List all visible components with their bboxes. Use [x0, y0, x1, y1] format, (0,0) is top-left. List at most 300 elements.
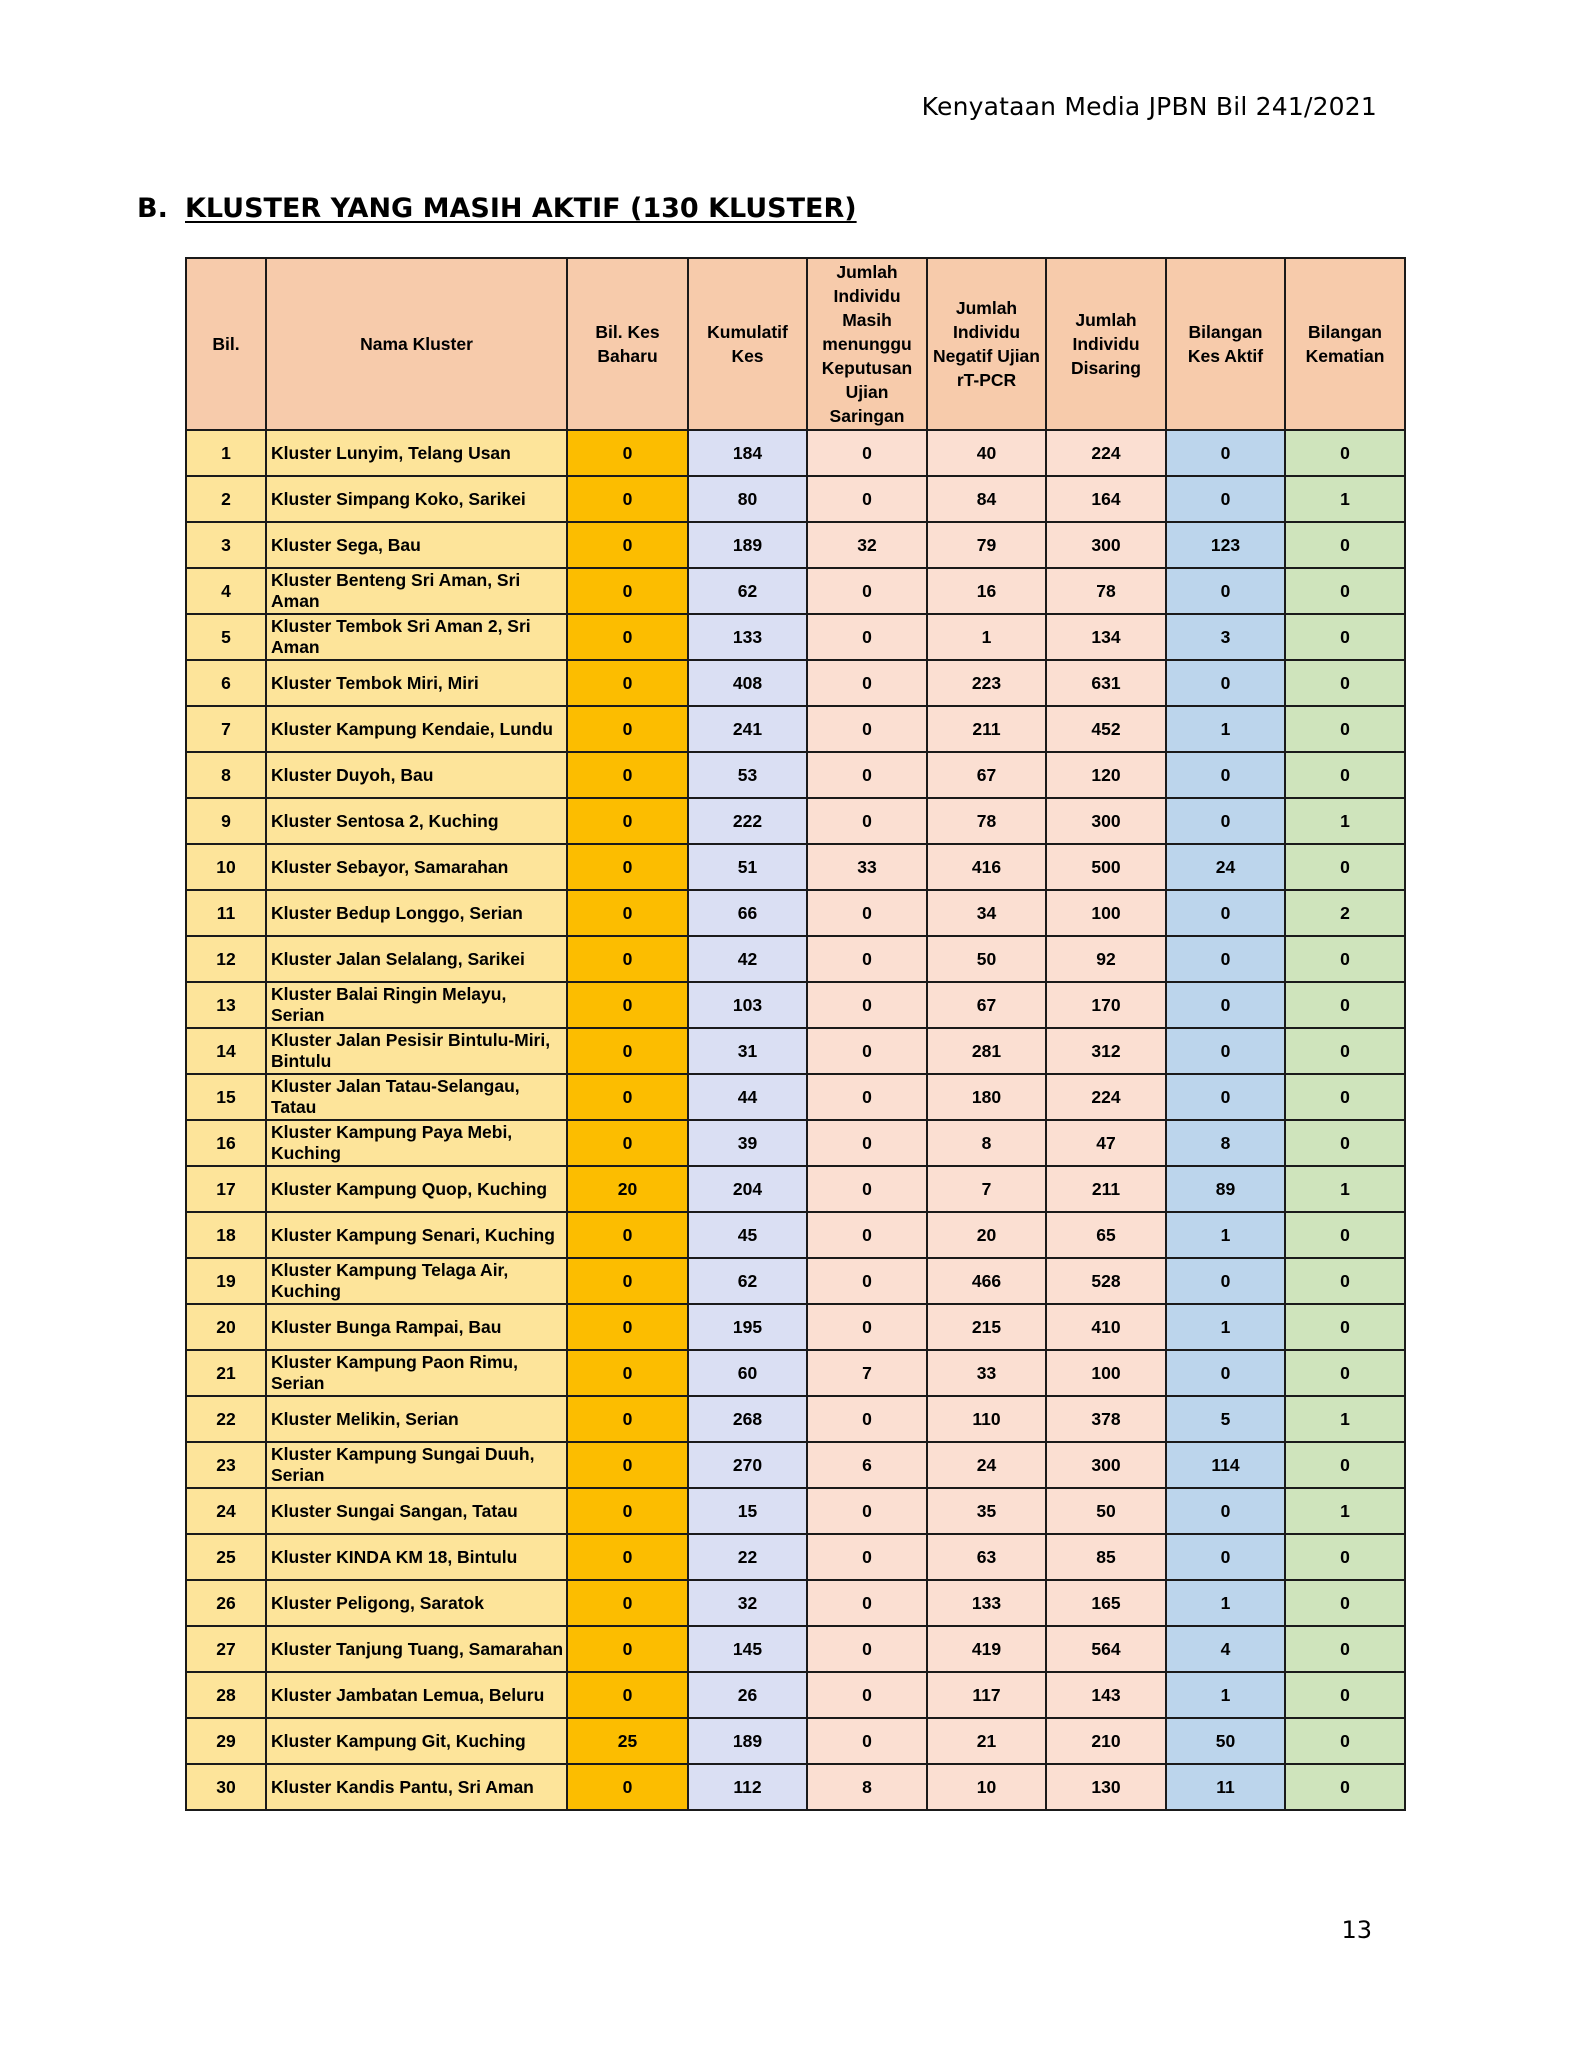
cell-bil: 27	[186, 1626, 266, 1672]
cell-negatif-rt-pcr: 34	[927, 890, 1046, 936]
cell-kumulatif: 51	[688, 844, 807, 890]
cell-nama-kluster: Kluster Kampung Quop, Kuching	[266, 1166, 567, 1212]
cell-disaring: 631	[1046, 660, 1166, 706]
table-row	[186, 1304, 1405, 1350]
cell-kes-aktif: 0	[1166, 1350, 1285, 1396]
cell-negatif-rt-pcr: 7	[927, 1166, 1046, 1212]
cell-kumulatif: 103	[688, 982, 807, 1028]
cell-nama-kluster: Kluster Jalan Selalang, Sarikei	[266, 936, 567, 982]
cell-kes-aktif: 1	[1166, 706, 1285, 752]
cell-kumulatif: 44	[688, 1074, 807, 1120]
cell-negatif-rt-pcr: 79	[927, 522, 1046, 568]
cell-kes-aktif: 24	[1166, 844, 1285, 890]
cell-nama-kluster: Kluster Kampung Paon Rimu, Serian	[266, 1350, 567, 1396]
cell-disaring: 500	[1046, 844, 1166, 890]
cell-menunggu-keputusan: 32	[807, 522, 927, 568]
cell-kes-baharu: 0	[567, 614, 688, 660]
cell-kumulatif: 241	[688, 706, 807, 752]
cell-nama-kluster: Kluster Kampung Kendaie, Lundu	[266, 706, 567, 752]
cell-kes-aktif: 0	[1166, 476, 1285, 522]
cell-kes-aktif: 0	[1166, 890, 1285, 936]
cell-kes-aktif: 1	[1166, 1304, 1285, 1350]
cell-bil: 5	[186, 614, 266, 660]
cell-kes-baharu: 0	[567, 1580, 688, 1626]
cell-disaring: 120	[1046, 752, 1166, 798]
cell-menunggu-keputusan: 0	[807, 1488, 927, 1534]
cell-kematian: 0	[1285, 1718, 1405, 1764]
cell-kes-baharu: 0	[567, 568, 688, 614]
cell-kes-aktif: 5	[1166, 1396, 1285, 1442]
cell-menunggu-keputusan: 0	[807, 1074, 927, 1120]
section-heading	[137, 193, 857, 224]
cell-disaring: 312	[1046, 1028, 1166, 1074]
cell-menunggu-keputusan: 0	[807, 982, 927, 1028]
cell-kes-aktif: 50	[1166, 1718, 1285, 1764]
cell-bil: 6	[186, 660, 266, 706]
cell-menunggu-keputusan: 0	[807, 430, 927, 476]
table-row	[186, 890, 1405, 936]
cell-negatif-rt-pcr: 24	[927, 1442, 1046, 1488]
cell-kes-baharu: 0	[567, 1028, 688, 1074]
cell-negatif-rt-pcr: 180	[927, 1074, 1046, 1120]
cell-negatif-rt-pcr: 20	[927, 1212, 1046, 1258]
cell-kematian: 1	[1285, 798, 1405, 844]
cell-kumulatif: 31	[688, 1028, 807, 1074]
cell-kumulatif: 39	[688, 1120, 807, 1166]
cell-kumulatif: 62	[688, 1258, 807, 1304]
cell-bil: 16	[186, 1120, 266, 1166]
table-row	[186, 430, 1405, 476]
cell-negatif-rt-pcr: 10	[927, 1764, 1046, 1810]
cell-kes-aktif: 114	[1166, 1442, 1285, 1488]
cell-kes-baharu: 0	[567, 936, 688, 982]
cell-kes-aktif: 89	[1166, 1166, 1285, 1212]
column-header-disaring: Jumlah Individu Disaring	[1046, 258, 1166, 430]
cell-kes-baharu: 0	[567, 1350, 688, 1396]
cell-negatif-rt-pcr: 117	[927, 1672, 1046, 1718]
cell-menunggu-keputusan: 0	[807, 1028, 927, 1074]
cell-disaring: 78	[1046, 568, 1166, 614]
cell-kes-baharu: 0	[567, 522, 688, 568]
cell-kes-aktif: 0	[1166, 752, 1285, 798]
cell-kes-aktif: 0	[1166, 430, 1285, 476]
cell-disaring: 50	[1046, 1488, 1166, 1534]
cell-kematian: 0	[1285, 1212, 1405, 1258]
cell-kematian: 0	[1285, 936, 1405, 982]
cell-menunggu-keputusan: 8	[807, 1764, 927, 1810]
table-row	[186, 1258, 1405, 1304]
table-row	[186, 936, 1405, 982]
cell-kumulatif: 270	[688, 1442, 807, 1488]
cell-disaring: 300	[1046, 1442, 1166, 1488]
table-header-row	[186, 258, 1405, 430]
cell-bil: 24	[186, 1488, 266, 1534]
cell-kes-aktif: 3	[1166, 614, 1285, 660]
cell-kumulatif: 22	[688, 1534, 807, 1580]
cell-menunggu-keputusan: 6	[807, 1442, 927, 1488]
cell-kumulatif: 80	[688, 476, 807, 522]
cell-bil: 15	[186, 1074, 266, 1120]
cell-nama-kluster: Kluster Sebayor, Samarahan	[266, 844, 567, 890]
cell-kes-baharu: 0	[567, 706, 688, 752]
cell-negatif-rt-pcr: 67	[927, 982, 1046, 1028]
cell-menunggu-keputusan: 0	[807, 614, 927, 660]
cell-kes-baharu: 0	[567, 1672, 688, 1718]
cell-kes-baharu: 0	[567, 660, 688, 706]
cell-kematian: 0	[1285, 1074, 1405, 1120]
cell-nama-kluster: Kluster Bedup Longgo, Serian	[266, 890, 567, 936]
cell-disaring: 164	[1046, 476, 1166, 522]
table-row	[186, 982, 1405, 1028]
cell-kes-baharu: 0	[567, 1488, 688, 1534]
cell-kes-aktif: 0	[1166, 798, 1285, 844]
cell-kumulatif: 408	[688, 660, 807, 706]
cell-negatif-rt-pcr: 416	[927, 844, 1046, 890]
cell-disaring: 47	[1046, 1120, 1166, 1166]
cell-kes-baharu: 0	[567, 752, 688, 798]
cell-kes-aktif: 0	[1166, 1488, 1285, 1534]
cell-negatif-rt-pcr: 211	[927, 706, 1046, 752]
cell-menunggu-keputusan: 33	[807, 844, 927, 890]
table-row	[186, 1718, 1405, 1764]
cell-kumulatif: 15	[688, 1488, 807, 1534]
cell-negatif-rt-pcr: 1	[927, 614, 1046, 660]
cell-kes-aktif: 0	[1166, 982, 1285, 1028]
cell-kumulatif: 66	[688, 890, 807, 936]
cell-menunggu-keputusan: 0	[807, 1396, 927, 1442]
cell-kes-baharu: 0	[567, 1442, 688, 1488]
cell-negatif-rt-pcr: 223	[927, 660, 1046, 706]
cell-bil: 3	[186, 522, 266, 568]
table-row	[186, 568, 1405, 614]
cell-negatif-rt-pcr: 133	[927, 1580, 1046, 1626]
column-header-nama-kluster: Nama Kluster	[266, 258, 567, 430]
cell-kumulatif: 62	[688, 568, 807, 614]
cell-nama-kluster: Kluster Jalan Pesisir Bintulu-Miri, Bintulu	[266, 1028, 567, 1074]
cell-kes-baharu: 0	[567, 890, 688, 936]
table-row	[186, 1028, 1405, 1074]
cell-kematian: 0	[1285, 1304, 1405, 1350]
cell-negatif-rt-pcr: 110	[927, 1396, 1046, 1442]
cell-bil: 7	[186, 706, 266, 752]
table-row	[186, 1350, 1405, 1396]
cell-kematian: 0	[1285, 1258, 1405, 1304]
cell-bil: 22	[186, 1396, 266, 1442]
cell-kematian: 0	[1285, 1672, 1405, 1718]
cell-bil: 28	[186, 1672, 266, 1718]
cell-kematian: 1	[1285, 1488, 1405, 1534]
table-row	[186, 752, 1405, 798]
cell-bil: 1	[186, 430, 266, 476]
cell-bil: 10	[186, 844, 266, 890]
cell-kematian: 1	[1285, 1166, 1405, 1212]
column-header-kes-aktif: Bilangan Kes Aktif	[1166, 258, 1285, 430]
cell-bil: 18	[186, 1212, 266, 1258]
table-row	[186, 1120, 1405, 1166]
cell-negatif-rt-pcr: 33	[927, 1350, 1046, 1396]
cell-kumulatif: 60	[688, 1350, 807, 1396]
table-row	[186, 1212, 1405, 1258]
cell-kumulatif: 268	[688, 1396, 807, 1442]
cell-kematian: 0	[1285, 844, 1405, 890]
cell-bil: 4	[186, 568, 266, 614]
cell-menunggu-keputusan: 0	[807, 1626, 927, 1672]
cell-bil: 9	[186, 798, 266, 844]
cell-bil: 8	[186, 752, 266, 798]
cell-kematian: 1	[1285, 476, 1405, 522]
cell-kematian: 0	[1285, 522, 1405, 568]
cell-nama-kluster: Kluster Jalan Tatau-Selangau, Tatau	[266, 1074, 567, 1120]
cell-disaring: 165	[1046, 1580, 1166, 1626]
table-row	[186, 522, 1405, 568]
cell-kematian: 0	[1285, 1580, 1405, 1626]
cell-kumulatif: 32	[688, 1580, 807, 1626]
cell-nama-kluster: Kluster Jambatan Lemua, Beluru	[266, 1672, 567, 1718]
cell-nama-kluster: Kluster Kampung Telaga Air, Kuching	[266, 1258, 567, 1304]
cell-kumulatif: 222	[688, 798, 807, 844]
table-row	[186, 1396, 1405, 1442]
cell-disaring: 211	[1046, 1166, 1166, 1212]
cell-menunggu-keputusan: 0	[807, 568, 927, 614]
cell-bil: 12	[186, 936, 266, 982]
cell-bil: 11	[186, 890, 266, 936]
table-row	[186, 1534, 1405, 1580]
cell-bil: 21	[186, 1350, 266, 1396]
cell-disaring: 210	[1046, 1718, 1166, 1764]
cell-menunggu-keputusan: 0	[807, 752, 927, 798]
cell-menunggu-keputusan: 0	[807, 476, 927, 522]
cell-nama-kluster: Kluster Kampung Sungai Duuh, Serian	[266, 1442, 567, 1488]
cell-kematian: 2	[1285, 890, 1405, 936]
cell-kematian: 0	[1285, 660, 1405, 706]
cell-menunggu-keputusan: 0	[807, 1672, 927, 1718]
table-row	[186, 1764, 1405, 1810]
cell-negatif-rt-pcr: 281	[927, 1028, 1046, 1074]
cell-kumulatif: 112	[688, 1764, 807, 1810]
cell-kes-baharu: 20	[567, 1166, 688, 1212]
cell-nama-kluster: Kluster Tanjung Tuang, Samarahan	[266, 1626, 567, 1672]
cell-kumulatif: 189	[688, 1718, 807, 1764]
cell-kes-aktif: 11	[1166, 1764, 1285, 1810]
table-row	[186, 1488, 1405, 1534]
cell-kematian: 0	[1285, 1764, 1405, 1810]
cell-kes-baharu: 0	[567, 1534, 688, 1580]
cell-kematian: 0	[1285, 1534, 1405, 1580]
cell-kes-aktif: 0	[1166, 1258, 1285, 1304]
table-row	[186, 1626, 1405, 1672]
cell-kumulatif: 145	[688, 1626, 807, 1672]
table-row	[186, 476, 1405, 522]
cell-kumulatif: 204	[688, 1166, 807, 1212]
cell-disaring: 528	[1046, 1258, 1166, 1304]
cell-menunggu-keputusan: 0	[807, 936, 927, 982]
page-number: 13	[1341, 1916, 1372, 1944]
cell-kes-baharu: 0	[567, 1396, 688, 1442]
cell-kes-aktif: 0	[1166, 936, 1285, 982]
table-row	[186, 1580, 1405, 1626]
cell-kematian: 0	[1285, 430, 1405, 476]
media-statement-reference: Kenyataan Media JPBN Bil 241/2021	[921, 92, 1377, 121]
cell-bil: 20	[186, 1304, 266, 1350]
cell-menunggu-keputusan: 0	[807, 1304, 927, 1350]
cell-kematian: 0	[1285, 1120, 1405, 1166]
cell-kematian: 0	[1285, 1442, 1405, 1488]
cell-menunggu-keputusan: 0	[807, 1212, 927, 1258]
cell-negatif-rt-pcr: 50	[927, 936, 1046, 982]
cell-menunggu-keputusan: 0	[807, 1534, 927, 1580]
cell-disaring: 92	[1046, 936, 1166, 982]
cell-bil: 13	[186, 982, 266, 1028]
cell-disaring: 224	[1046, 1074, 1166, 1120]
cell-kematian: 0	[1285, 568, 1405, 614]
section-letter: B.	[137, 193, 168, 224]
cell-bil: 26	[186, 1580, 266, 1626]
cell-kematian: 0	[1285, 614, 1405, 660]
cell-kematian: 0	[1285, 752, 1405, 798]
table-row	[186, 706, 1405, 752]
cell-negatif-rt-pcr: 466	[927, 1258, 1046, 1304]
cell-kes-baharu: 0	[567, 1626, 688, 1672]
cell-disaring: 564	[1046, 1626, 1166, 1672]
cell-menunggu-keputusan: 0	[807, 660, 927, 706]
cell-menunggu-keputusan: 7	[807, 1350, 927, 1396]
cell-kematian: 0	[1285, 706, 1405, 752]
cell-negatif-rt-pcr: 21	[927, 1718, 1046, 1764]
cell-negatif-rt-pcr: 40	[927, 430, 1046, 476]
cell-negatif-rt-pcr: 419	[927, 1626, 1046, 1672]
cell-kes-baharu: 0	[567, 1304, 688, 1350]
cell-menunggu-keputusan: 0	[807, 1258, 927, 1304]
cell-menunggu-keputusan: 0	[807, 1120, 927, 1166]
cell-kes-aktif: 0	[1166, 660, 1285, 706]
table-row	[186, 1672, 1405, 1718]
cell-nama-kluster: Kluster Kampung Git, Kuching	[266, 1718, 567, 1764]
cell-nama-kluster: Kluster Kampung Senari, Kuching	[266, 1212, 567, 1258]
cell-disaring: 85	[1046, 1534, 1166, 1580]
cell-negatif-rt-pcr: 8	[927, 1120, 1046, 1166]
column-header-kumulatif: Kumulatif Kes	[688, 258, 807, 430]
cell-nama-kluster: Kluster Kampung Paya Mebi, Kuching	[266, 1120, 567, 1166]
cell-kes-baharu: 0	[567, 1764, 688, 1810]
column-header-negatif-rt-pcr: Jumlah Individu Negatif Ujian rT-PCR	[927, 258, 1046, 430]
column-header-kes-baharu: Bil. Kes Baharu	[567, 258, 688, 430]
cell-kes-aktif: 0	[1166, 1074, 1285, 1120]
cell-kes-aktif: 0	[1166, 1534, 1285, 1580]
cell-kes-baharu: 0	[567, 1212, 688, 1258]
cell-bil: 25	[186, 1534, 266, 1580]
cell-negatif-rt-pcr: 84	[927, 476, 1046, 522]
cell-menunggu-keputusan: 0	[807, 1580, 927, 1626]
cell-kes-aktif: 1	[1166, 1672, 1285, 1718]
cell-kes-baharu: 0	[567, 982, 688, 1028]
cell-kumulatif: 133	[688, 614, 807, 660]
cell-kes-baharu: 0	[567, 430, 688, 476]
cell-bil: 14	[186, 1028, 266, 1074]
cell-negatif-rt-pcr: 215	[927, 1304, 1046, 1350]
cell-nama-kluster: Kluster KINDA KM 18, Bintulu	[266, 1534, 567, 1580]
cell-kumulatif: 195	[688, 1304, 807, 1350]
cell-kes-baharu: 0	[567, 844, 688, 890]
cell-kes-aktif: 1	[1166, 1580, 1285, 1626]
cell-disaring: 452	[1046, 706, 1166, 752]
cell-kematian: 0	[1285, 1626, 1405, 1672]
cell-kes-baharu: 0	[567, 1074, 688, 1120]
cell-nama-kluster: Kluster Peligong, Saratok	[266, 1580, 567, 1626]
cell-disaring: 224	[1046, 430, 1166, 476]
cell-menunggu-keputusan: 0	[807, 706, 927, 752]
cell-menunggu-keputusan: 0	[807, 890, 927, 936]
column-header-menunggu-keputusan: Jumlah Individu Masih menunggu Keputusan Ujian Saringan	[807, 258, 927, 430]
cell-kes-aktif: 123	[1166, 522, 1285, 568]
cell-kumulatif: 184	[688, 430, 807, 476]
cell-nama-kluster: Kluster Kandis Pantu, Sri Aman	[266, 1764, 567, 1810]
cell-negatif-rt-pcr: 67	[927, 752, 1046, 798]
section-title: KLUSTER YANG MASIH AKTIF (130 KLUSTER)	[185, 193, 857, 224]
table-row	[186, 844, 1405, 890]
table-row	[186, 798, 1405, 844]
cell-bil: 23	[186, 1442, 266, 1488]
cell-bil: 19	[186, 1258, 266, 1304]
cell-negatif-rt-pcr: 63	[927, 1534, 1046, 1580]
cell-nama-kluster: Kluster Tembok Sri Aman 2, Sri Aman	[266, 614, 567, 660]
cell-negatif-rt-pcr: 78	[927, 798, 1046, 844]
cell-nama-kluster: Kluster Sungai Sangan, Tatau	[266, 1488, 567, 1534]
cell-nama-kluster: Kluster Sega, Bau	[266, 522, 567, 568]
cell-disaring: 65	[1046, 1212, 1166, 1258]
cell-negatif-rt-pcr: 16	[927, 568, 1046, 614]
cell-nama-kluster: Kluster Sentosa 2, Kuching	[266, 798, 567, 844]
cell-disaring: 143	[1046, 1672, 1166, 1718]
cell-kes-baharu: 0	[567, 1120, 688, 1166]
cell-kes-aktif: 1	[1166, 1212, 1285, 1258]
column-header-bil: Bil.	[186, 258, 266, 430]
cell-kematian: 0	[1285, 1028, 1405, 1074]
cell-disaring: 410	[1046, 1304, 1166, 1350]
cell-nama-kluster: Kluster Lunyim, Telang Usan	[266, 430, 567, 476]
cell-kes-baharu: 25	[567, 1718, 688, 1764]
cell-disaring: 130	[1046, 1764, 1166, 1810]
cell-nama-kluster: Kluster Benteng Sri Aman, Sri Aman	[266, 568, 567, 614]
cell-menunggu-keputusan: 0	[807, 1166, 927, 1212]
cell-bil: 29	[186, 1718, 266, 1764]
cell-negatif-rt-pcr: 35	[927, 1488, 1046, 1534]
active-clusters-table	[185, 257, 1406, 1811]
cell-kumulatif: 45	[688, 1212, 807, 1258]
cell-nama-kluster: Kluster Melikin, Serian	[266, 1396, 567, 1442]
cell-kumulatif: 189	[688, 522, 807, 568]
cell-kematian: 0	[1285, 1350, 1405, 1396]
cell-disaring: 300	[1046, 798, 1166, 844]
table-row	[186, 660, 1405, 706]
cell-nama-kluster: Kluster Tembok Miri, Miri	[266, 660, 567, 706]
table-row	[186, 1074, 1405, 1120]
cell-kes-aktif: 0	[1166, 568, 1285, 614]
table-row	[186, 1166, 1405, 1212]
cell-kumulatif: 26	[688, 1672, 807, 1718]
cell-nama-kluster: Kluster Duyoh, Bau	[266, 752, 567, 798]
cell-nama-kluster: Kluster Balai Ringin Melayu, Serian	[266, 982, 567, 1028]
cell-menunggu-keputusan: 0	[807, 1718, 927, 1764]
table-row	[186, 614, 1405, 660]
cell-kematian: 1	[1285, 1396, 1405, 1442]
cell-disaring: 378	[1046, 1396, 1166, 1442]
cell-kes-baharu: 0	[567, 476, 688, 522]
cell-nama-kluster: Kluster Simpang Koko, Sarikei	[266, 476, 567, 522]
cell-kes-aktif: 0	[1166, 1028, 1285, 1074]
cell-kes-baharu: 0	[567, 1258, 688, 1304]
cell-kumulatif: 53	[688, 752, 807, 798]
table-row	[186, 1442, 1405, 1488]
